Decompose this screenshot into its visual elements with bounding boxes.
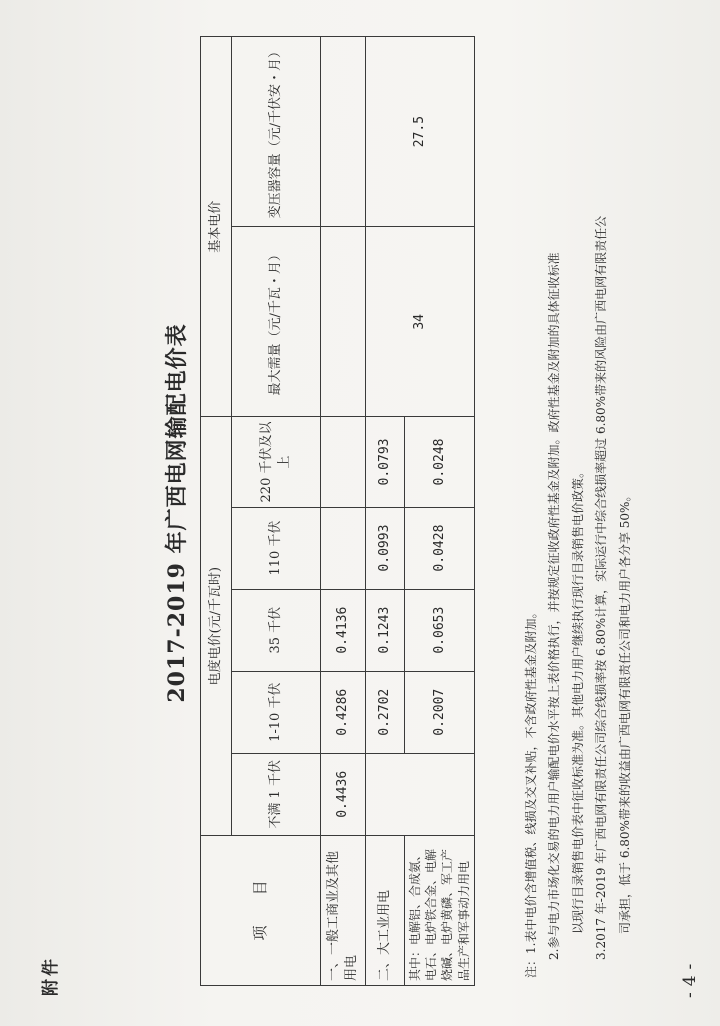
cell-value	[321, 227, 366, 417]
note-line: 3.2017 年-2019 年广西电网有限责任公司综合线损率按 6.80%计算，实际运行中综合线损率超过 6.80%带来的风险由广西电网有限责任公	[594, 215, 609, 960]
table-row	[321, 37, 366, 986]
header-max-demand: 最大需量（元/千瓦・月）	[232, 227, 321, 417]
header-energy-group: 电度电价(元/千瓦时)	[201, 417, 232, 835]
page-title: 2017-2019 年广西电网输配电价表	[164, 323, 190, 703]
cell-value: 0.2702	[366, 671, 405, 753]
header-voltage-220kv: 220 千伏及以上	[232, 417, 321, 507]
header-voltage-1-10kv: 1-10 千伏	[232, 671, 321, 753]
header-item: 项 目	[201, 835, 321, 985]
row-label: 一、一般工商业及其他用电	[321, 835, 366, 985]
cell-value: 0.4436	[321, 753, 366, 835]
cell-value	[321, 37, 366, 227]
row-label: 二、大工业用电	[366, 835, 405, 985]
note-line: 注：1.表中电价含增值税、线损及交叉补贴，不含政府性基金及附加。	[524, 606, 538, 978]
header-row-1	[201, 37, 232, 986]
transformer-capacity-price: 27.5	[366, 37, 475, 227]
note-line: 司承担，低于 6.80%带来的收益由广西电网有限责任公司和电力用户各分享 50%。	[617, 489, 632, 934]
page-number: -4-	[680, 957, 700, 998]
cell-value: 0.0993	[366, 507, 405, 589]
max-demand-price: 34	[366, 227, 475, 417]
attachment-label: 附件	[41, 956, 61, 996]
header-voltage-lt1kv: 不满 1 千伏	[232, 753, 321, 835]
cell-value: 0.0428	[405, 507, 475, 589]
header-basic-group: 基本电价	[201, 37, 232, 417]
header-voltage-35kv: 35 千伏	[232, 589, 321, 671]
cell-value	[321, 507, 366, 589]
row-label: 其中：电解铝、合成氨、电石、电炉铁合金、电解烧碱、电炉黄磷、军工产品生产和军事动力用电	[405, 835, 475, 985]
note-line: 2.参与电力市场化交易的电力用户输配电价水平按上表价格执行，并按规定征收政府性基金及附加。政府性基金及附加的具体征收标准	[547, 252, 562, 960]
cell-value: 0.1243	[366, 589, 405, 671]
table-row	[366, 37, 405, 986]
tariff-table	[200, 36, 475, 986]
cell-value: 0.4286	[321, 671, 366, 753]
cell-value	[366, 753, 475, 835]
cell-value	[321, 417, 366, 507]
note-line: 以现行目录销售电价表中征收标准为准。其他电力用户继续执行现行目录销售电价政策。	[570, 465, 585, 934]
cell-value: 0.4136	[321, 589, 366, 671]
cell-value: 0.0248	[405, 417, 475, 507]
cell-value: 0.2007	[405, 671, 475, 753]
cell-value: 0.0653	[405, 589, 475, 671]
header-transformer-capacity: 变压器容量（元/千伏安・月）	[232, 37, 321, 227]
footnotes	[520, 18, 637, 978]
header-voltage-110kv: 110 千伏	[232, 507, 321, 589]
cell-value: 0.0793	[366, 417, 405, 507]
